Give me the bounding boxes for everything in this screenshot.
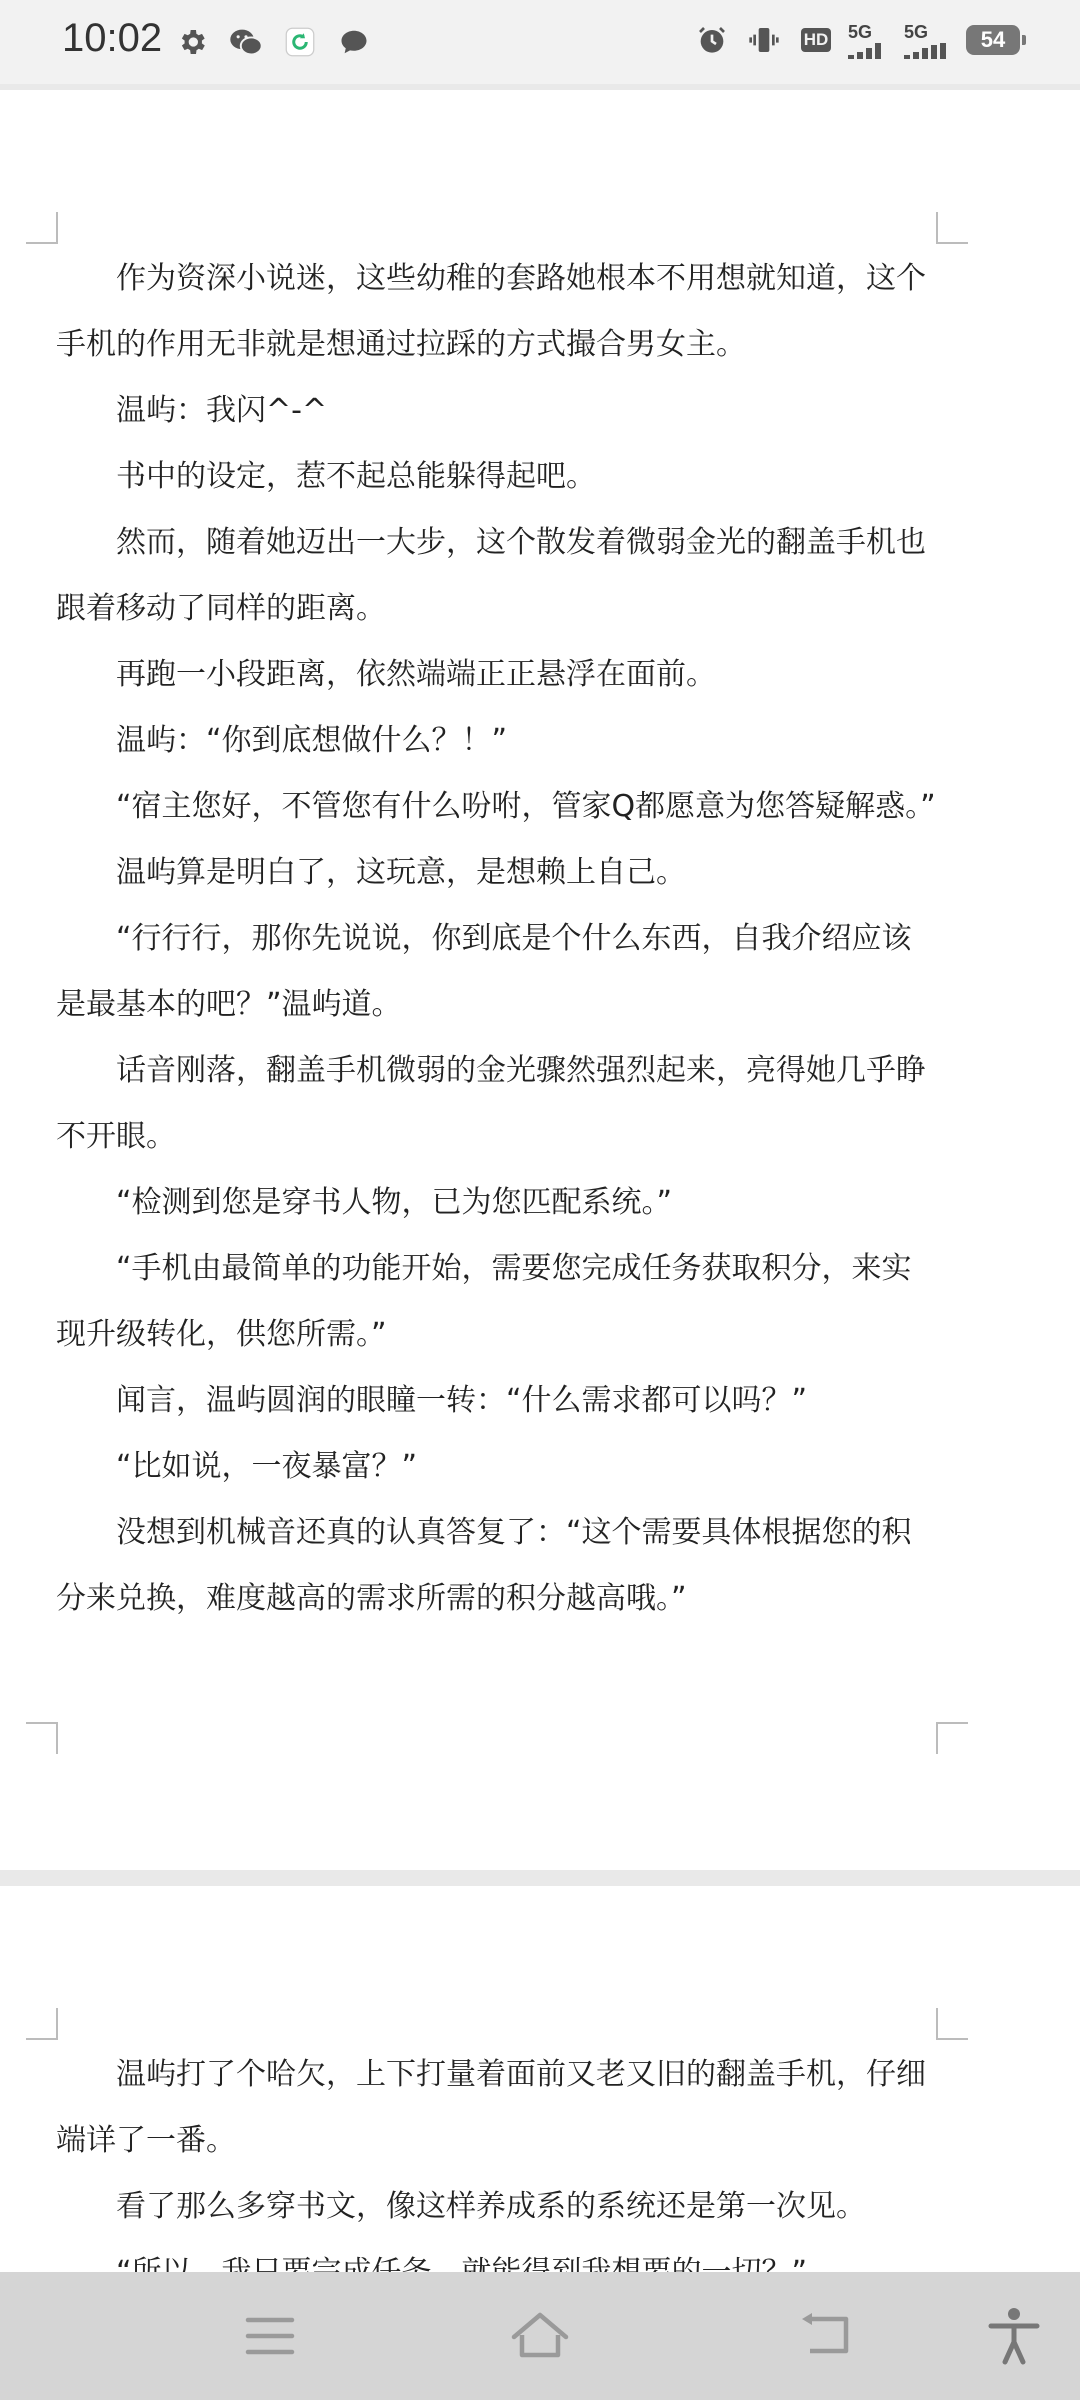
status-right-icons [692, 20, 1020, 60]
navigation-bar [0, 2272, 1080, 2400]
paragraph: 看了那么多穿书文，像这样养成系的系统还是第一次见。 [116, 2189, 866, 2224]
paragraph: 没想到机械音还真的认真答复了：“这个需要具体根据您的积分来兑换，难度越高的需求所需的积分越高哦。” [56, 1515, 912, 1616]
settings-icon [172, 22, 212, 62]
corner-mark [26, 212, 58, 244]
message-icon [334, 22, 374, 62]
back-icon[interactable] [790, 2300, 862, 2372]
network-type-1: 5G [848, 21, 873, 42]
vibrate-icon [744, 20, 784, 60]
paragraph: 话音刚落，翻盖手机微弱的金光骤然强烈起来，亮得她几乎睁不开眼。 [56, 1053, 926, 1154]
sync-icon [280, 22, 320, 62]
paragraph: “宿主您好，不管您有什么吩咐，管家Q都愿意为您答疑解惑。” [116, 789, 936, 824]
paragraph: 再跑一小段距离，依然端端正正悬浮在面前。 [116, 657, 716, 692]
corner-mark [936, 2008, 968, 2040]
wechat-icon [226, 22, 266, 62]
battery-indicator: 54 [966, 25, 1020, 55]
corner-mark [26, 1722, 58, 1754]
paragraph: “行行行，那你先说说，你到底是个什么东西，自我介绍应该是最基本的吧？”温屿道。 [56, 921, 912, 1022]
paragraph: 作为资深小说迷，这些幼稚的套路她根本不用想就知道，这个手机的作用无非就是想通过拉踩的方式撮合男女主。 [56, 261, 926, 362]
status-left-icons [172, 22, 374, 62]
network-type-2: 5G [904, 21, 929, 42]
menu-icon[interactable] [234, 2300, 306, 2372]
paragraph: “比如说，一夜暴富？” [116, 1449, 418, 1484]
paragraph: 然而，随着她迈出一大步，这个散发着微弱金光的翻盖手机也跟着移动了同样的距离。 [56, 525, 926, 626]
alarm-icon [692, 20, 732, 60]
paragraph: 温屿：“你到底想做什么？！” [116, 723, 508, 758]
paragraph: 温屿打了个哈欠，上下打量着面前又老又旧的翻盖手机，仔细端详了一番。 [56, 2057, 926, 2158]
corner-mark [936, 212, 968, 244]
paragraph: 闻言，温屿圆润的眼瞳一转：“什么需求都可以吗？” [116, 1383, 808, 1418]
accessibility-icon[interactable] [978, 2300, 1050, 2372]
reader-page-2 [0, 1886, 1080, 2286]
page-1-text [56, 246, 936, 1632]
paragraph: 温屿算是明白了，这玩意，是想赖上自己。 [116, 855, 686, 890]
hd-label: HD [801, 28, 832, 52]
paragraph: “检测到您是穿书人物，已为您匹配系统。” [116, 1185, 673, 1220]
paragraph: “手机由最简单的功能开始，需要您完成任务获取积分，来实现升级转化，供您所需。” [56, 1251, 912, 1352]
paragraph: 温屿：我闪^-^ [116, 393, 328, 428]
home-icon[interactable] [504, 2300, 576, 2372]
status-bar [0, 0, 1080, 84]
hd-icon [796, 20, 836, 60]
page-2-text [56, 2042, 936, 2306]
paragraph: 书中的设定，惹不起总能躲得起吧。 [116, 459, 596, 494]
signal-5g-icon [904, 20, 954, 60]
reader-page-1 [0, 90, 1080, 1870]
corner-mark [26, 2008, 58, 2040]
corner-mark [936, 1722, 968, 1754]
signal-5g-icon [848, 20, 892, 60]
status-time: 10:02 [62, 16, 163, 60]
